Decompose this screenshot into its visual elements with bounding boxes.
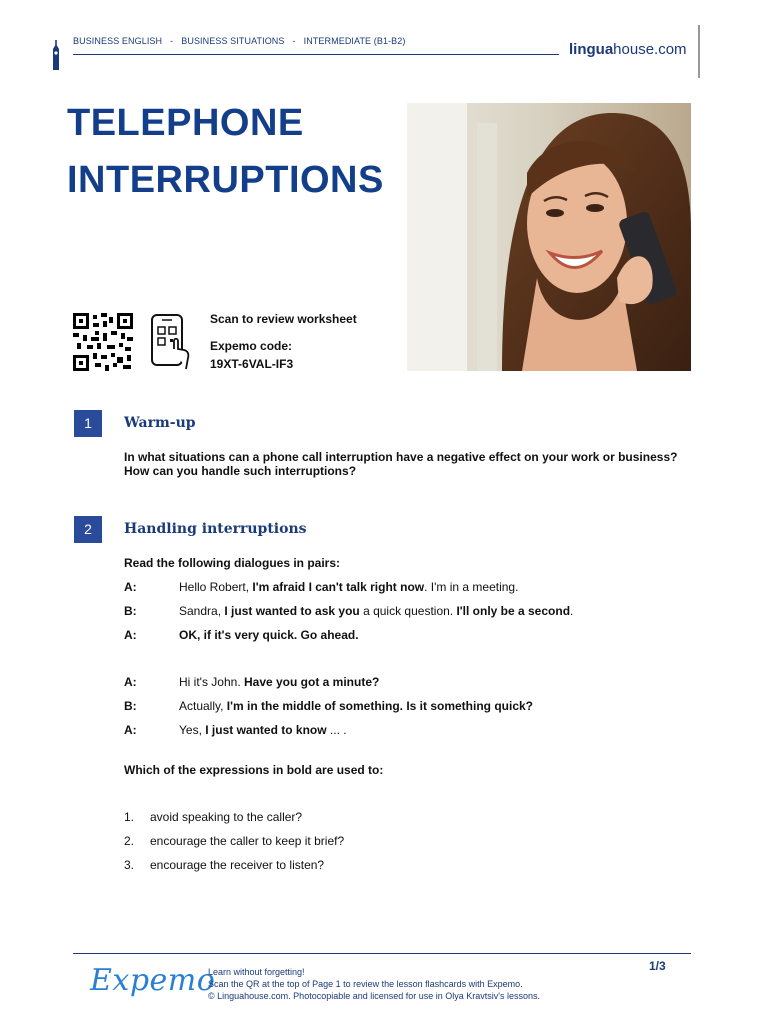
speaker-label: A: — [124, 628, 137, 642]
speaker-label: A: — [124, 723, 137, 737]
section-title: Warm-up — [124, 415, 196, 431]
section-title: Handling interruptions — [124, 521, 307, 537]
qr-code-icon[interactable] — [73, 313, 133, 371]
page-title: TELEPHONE INTERRUPTIONS — [67, 102, 384, 201]
section-number-box: 2 — [74, 516, 102, 543]
breadcrumb-item: BUSINESS SITUATIONS — [181, 36, 285, 46]
scan-info — [210, 312, 357, 384]
big-ben-icon — [51, 40, 61, 70]
expemo-code-label: Expemo code: — [210, 339, 293, 353]
dialogue-text: Sandra, I just wanted to ask you a quick question. I'll only be a second. — [179, 604, 574, 618]
speaker-label: A: — [124, 580, 137, 594]
dialogue-text: OK, if it's very quick. Go ahead. — [179, 628, 359, 642]
speaker-label: B: — [124, 604, 137, 618]
warmup-question: In what situations can a phone call interruption have a negative effect on your work or business? How can you handle such interruptions? — [124, 450, 678, 478]
dialogue-text: Hi it's John. Have you got a minute? — [179, 675, 380, 689]
scan-label: Scan to review worksheet — [210, 312, 357, 326]
dialogue-text: Actually, I'm in the middle of something. Is it something quick? — [179, 699, 534, 713]
brand-logo[interactable]: linguahouse.com — [569, 41, 687, 58]
section-number-box: 1 — [74, 410, 102, 437]
expemo-logo[interactable]: Expemo — [90, 963, 216, 998]
breadcrumb: BUSINESS ENGLISH - BUSINESS SITUATIONS - INTERMEDIATE (B1-B2) — [73, 36, 406, 46]
breadcrumb-item: BUSINESS ENGLISH — [73, 36, 163, 46]
speaker-label: B: — [124, 699, 137, 713]
dialogue-instructions: Read the following dialogues in pairs: — [124, 556, 341, 570]
dialogue-text: Yes, I just wanted to know ... . — [179, 723, 347, 737]
expemo-code: 19XT-6VAL-IF3 — [210, 357, 294, 371]
dialogue-text: Hello Robert, I'm afraid I can't talk right now. I'm in a meeting. — [179, 580, 519, 594]
header-vertical-bar — [698, 25, 700, 78]
question-prompt: Which of the expressions in bold are used to: — [124, 763, 384, 777]
speaker-label: A: — [124, 675, 137, 689]
phone-scan-icon — [150, 313, 192, 371]
page-number: 1/3 — [649, 959, 666, 973]
woman-on-phone-photo — [407, 103, 691, 371]
breadcrumb-item: INTERMEDIATE (B1-B2) — [303, 36, 406, 46]
footer-divider — [73, 953, 691, 954]
footer-text: Learn without forgetting! Scan the QR at the top of Page 1 to review the lesson flashcards with Expemo. © Linguahouse.com. Photocopiable and licensed for use in Olya Kravtsiv's lessons. — [208, 967, 541, 1001]
header-divider — [73, 54, 559, 55]
